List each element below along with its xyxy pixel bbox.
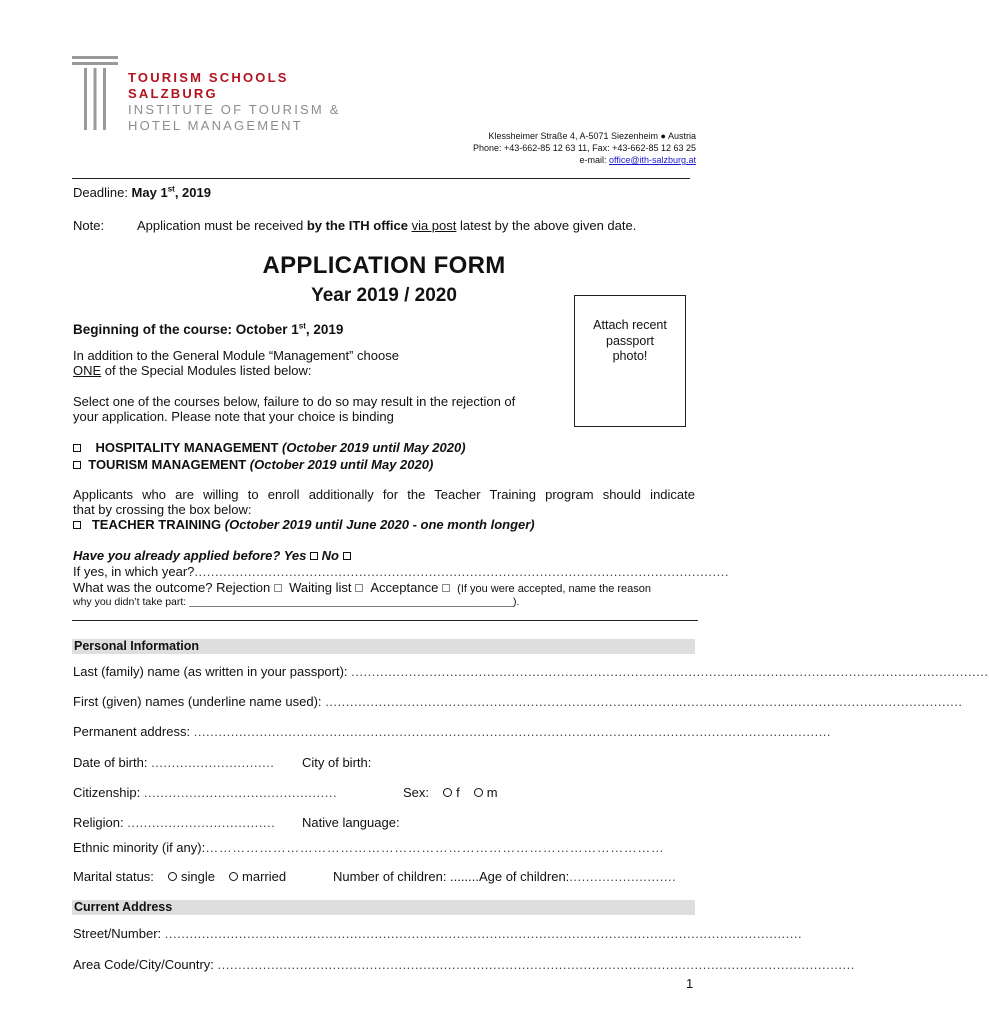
photo-line-3: photo! (612, 349, 648, 363)
city-of-birth-field[interactable]: City of birth: (302, 755, 372, 770)
acceptance-checkbox[interactable] (442, 584, 450, 592)
teacher-line-1: Applicants who are willing to enroll additionally for the Teacher Training program should indicate (73, 487, 695, 502)
single-radio[interactable] (168, 872, 177, 881)
course-beginning: Beginning of the course: October 1st, 2019 (73, 321, 344, 337)
email-label: e-mail: (579, 155, 609, 165)
deadline-label: Deadline: (73, 185, 132, 200)
area-code-field[interactable]: Area Code/City/Country: ........................................................................................................................................................... (73, 957, 855, 972)
select-line-2: your application. Please note that your choice is binding (73, 409, 394, 424)
hospitality-checkbox[interactable] (73, 444, 81, 452)
teacher-checkbox[interactable] (73, 521, 81, 529)
sex-f-radio[interactable] (443, 788, 452, 797)
citizenship-field[interactable]: Citizenship: ............................................... (73, 785, 338, 800)
select-line-1: Select one of the courses below, failure to do so may result in the rejection of (73, 394, 516, 409)
applied-before: Have you already applied before? Yes No (73, 548, 351, 563)
prior-divider (72, 620, 698, 621)
page-title: APPLICATION FORM (262, 252, 506, 279)
marital-status-field: Marital status: single married (73, 869, 287, 884)
current-address-heading: Current Address (72, 900, 695, 915)
sex-m-radio[interactable] (474, 788, 483, 797)
logo-text (128, 70, 341, 134)
note-text: Application must be received by the ITH office via post latest by the above given date. (137, 218, 637, 233)
logo-line-4: HOTEL MANAGEMENT (128, 118, 303, 133)
ethnic-minority-field[interactable]: Ethnic minority (if any):………………………………………………………………………………………… (73, 840, 665, 855)
photo-line-1: Attach recent (593, 318, 667, 332)
married-radio[interactable] (229, 872, 238, 881)
personal-info-heading: Personal Information (72, 639, 695, 654)
rejection-checkbox[interactable] (274, 584, 282, 592)
ith-logo-icon (72, 56, 118, 130)
logo-line-1: TOURISM SCHOOLS (128, 70, 289, 85)
tourism-checkbox[interactable] (73, 461, 81, 469)
yes-checkbox[interactable] (310, 552, 318, 560)
academic-year: Year 2019 / 2020 (311, 285, 457, 306)
intro-line-1: In addition to the General Module “Management” choose (73, 348, 399, 363)
email-link[interactable]: office@ith-salzburg.at (608, 155, 696, 165)
deadline-value: May 1st, 2019 (131, 184, 211, 200)
last-name-field[interactable]: Last (family) name (as written in your passport): ........................................................................................................................................................... (73, 664, 989, 679)
outcome-line: What was the outcome? Rejection Waiting list Acceptance (If you were accepted, name the reason (73, 580, 652, 595)
postal-address: Klessheimer Straße 4, A-5071 Siezenheim ● Austria (488, 131, 696, 141)
religion-field[interactable]: Religion: .................................... (73, 815, 276, 830)
passport-photo-box[interactable] (574, 295, 686, 427)
note-label: Note: (73, 218, 105, 233)
no-checkbox[interactable] (343, 552, 351, 560)
why-line[interactable]: why you didn’t take part: __________________________________________________________________________________). (73, 596, 520, 608)
header-divider (72, 178, 690, 179)
dob-field[interactable]: Date of birth: .............................. (73, 755, 275, 770)
native-language-field[interactable]: Native language: (302, 815, 400, 830)
page-number: 1 (686, 976, 694, 991)
phone-fax: Phone: +43-662-85 12 63 11, Fax: +43-662-85 12 63 25 (472, 143, 696, 153)
logo-line-3: INSTITUTE OF TOURISM & (128, 102, 341, 117)
which-year[interactable]: If yes, in which year?.................................................................................................................................. (73, 564, 729, 579)
option-tourism[interactable]: TOURISM MANAGEMENT (October 2019 until May 2020) (73, 457, 433, 472)
first-name-field[interactable]: First (given) names (underline name used): ........................................................................................................................................................... (73, 694, 963, 709)
permanent-address-field[interactable]: Permanent address: ........................................................................................................................................................... (73, 724, 832, 739)
option-hospitality[interactable]: HOSPITALITY MANAGEMENT (October 2019 until May 2020) (73, 440, 466, 455)
deadline (73, 185, 211, 200)
sex-field: Sex: f m (403, 785, 498, 800)
children-field[interactable]: Number of children: ........Age of children:.......................... (333, 869, 677, 884)
photo-line-2: passport (606, 333, 654, 348)
logo-line-2: SALZBURG (128, 86, 218, 101)
option-teacher[interactable]: TEACHER TRAINING (October 2019 until June 2020 - one month longer) (73, 517, 535, 532)
teacher-line-2: that by crossing the box below: (73, 502, 252, 517)
waiting-checkbox[interactable] (355, 584, 363, 592)
intro-line-2: ONE of the Special Modules listed below: (73, 363, 312, 378)
email-line (473, 154, 696, 166)
street-field[interactable]: Street/Number: ........................................................................................................................................................... (73, 926, 803, 941)
contact-block (473, 130, 696, 166)
